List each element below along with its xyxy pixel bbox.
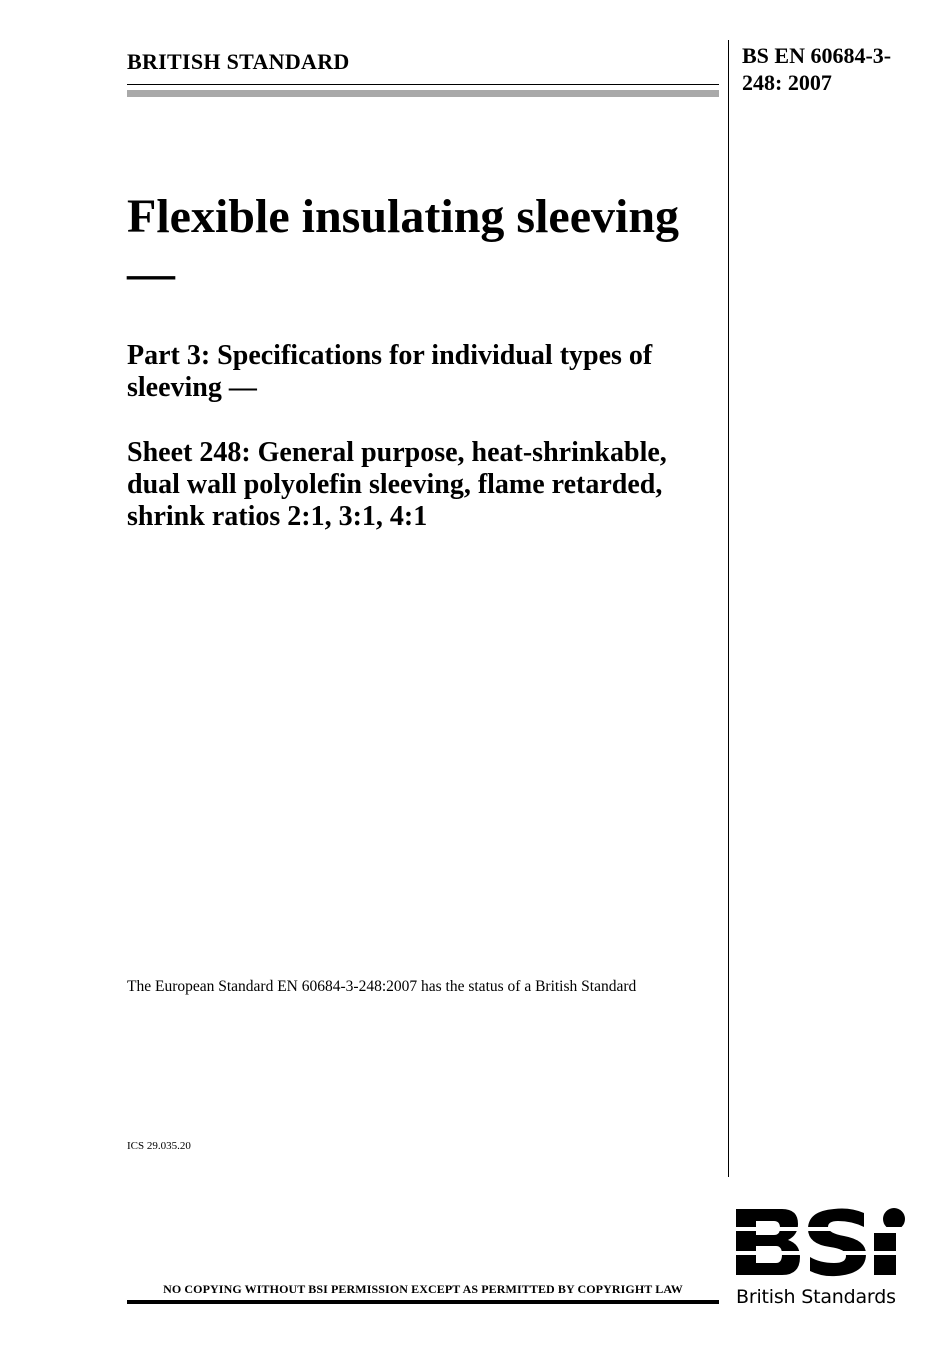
status-note: The European Standard EN 60684-3-248:2007 has the status of a British Standard [127,978,637,995]
bsi-logo-mark [736,1207,906,1277]
bsi-logo-caption: British Standards [736,1286,896,1308]
header-rule-thick [127,90,719,97]
main-title: Flexible insulating sleeving — [127,190,680,300]
ics-code: ICS 29.035.20 [127,1140,191,1152]
footer-rule [127,1300,719,1304]
header-rule-thin [127,84,719,85]
sheet-title: Sheet 248: General purpose, heat-shrinkable, dual wall polyolefin sleeving, flame retarded, shrink ratios 2:1, 3:1, 4:1 [127,437,667,532]
copyright-notice: NO COPYING WITHOUT BSI PERMISSION EXCEPT AS PERMITTED BY COPYRIGHT LAW [163,1282,683,1296]
standard-number: BS EN 60684-3-248: 2007 [742,43,892,95]
header-label: BRITISH STANDARD [127,49,350,74]
part-title: Part 3: Specifications for individual types of sleeving — [127,340,653,403]
vertical-divider [728,40,729,1177]
